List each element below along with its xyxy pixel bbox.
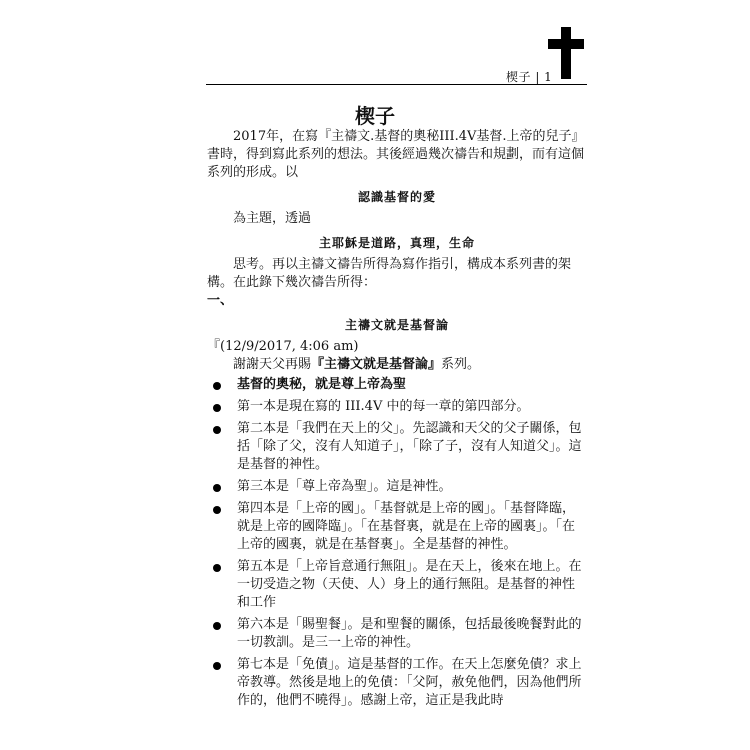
list-item-text: 基督的奧秘，就是尊上帝為聖 (237, 377, 407, 392)
way-heading: 主耶穌是道路，真理，生命 (318, 236, 475, 250)
intro-paragraph-2: 為主題，透過 (233, 211, 312, 226)
cross-vertical-bar (561, 27, 571, 79)
bullet-icon (213, 564, 221, 572)
list-item-text: 第一本是現在寫的 III.4V 中的每一章的第四部分。 (237, 399, 530, 414)
cross-horizontal-bar (548, 39, 584, 49)
thanks-prefix: 謝謝天父再賜 (233, 357, 312, 372)
list-item (207, 616, 587, 652)
thanks-series-title: 『主禱文就是基督論』 (311, 357, 442, 372)
list-item (207, 500, 587, 554)
cross-icon (548, 27, 584, 79)
bullet-icon (213, 484, 221, 492)
list-item (207, 376, 587, 394)
running-head: 楔子 | 1 (506, 70, 553, 84)
chapter-title: 楔子 (355, 104, 395, 128)
section-number: 一、 (207, 293, 234, 308)
body-text (207, 128, 587, 714)
intro-paragraph-1: 2017年，在寫『主禱文.基督的奧秘III.4V基督.上帝的兒子』書時，得到寫此系列的想法。其後經過幾次禱告和規劃，而有這個系列的形成。以 (207, 129, 585, 180)
bullet-icon (213, 506, 221, 514)
intro-paragraph-3: 思考。再以主禱文禱告所得為寫作指引，構成本系列書的架構。在此錄下幾次禱告所得： (207, 257, 572, 290)
list-item (207, 398, 587, 416)
thanks-line (207, 356, 587, 374)
list-item-text: 第五本是「上帝旨意通行無阻」。是在天上，後來在地上。在一切受造之物（天使、人）身上的通行無阻。是基督的神性和工作 (237, 559, 582, 610)
section-heading: 主禱文就是基督論 (344, 318, 449, 332)
header-rule (206, 84, 587, 85)
theme-heading: 認識基督的愛 (357, 190, 436, 204)
list-item-text: 第三本是「尊上帝為聖」。這是神性。 (237, 479, 452, 494)
list-item-text: 第四本是「上帝的國」。「基督就是上帝的國」。「基督降臨，就是上帝的國降臨」。「在基督裏，就是在上帝的國裏」。「在上帝的國裏，就是在基督裏」。全是基督的神性。 (237, 501, 576, 552)
book-list (207, 376, 587, 710)
bullet-icon (213, 426, 221, 434)
list-item (207, 558, 587, 612)
prayer-date: 『(12/9/2017, 4:06 am) (207, 339, 359, 354)
list-item (207, 420, 587, 474)
list-item-text: 第七本是「免債」。這是基督的工作。在天上怎麼免債？求上帝教導。然後是地上的免債：「父阿，赦免他們，因為他們所作的，他們不曉得」。感謝上帝，這正是我此時 (237, 657, 582, 708)
list-item-text: 第二本是「我們在天上的父」。先認識和天父的父子關係，包括「除了父，沒有人知道子」，「除了子，沒有人知道父」。這是基督的神性。 (237, 421, 582, 472)
bullet-icon (213, 662, 221, 670)
list-item (207, 478, 587, 496)
bullet-icon (213, 404, 221, 412)
bullet-icon (213, 622, 221, 630)
thanks-suffix: 系列。 (441, 357, 481, 372)
list-item (207, 656, 587, 710)
list-item-text: 第六本是「賜聖餐」。是和聖餐的關係，包括最後晚餐對此的一切教訓。是三一上帝的神性。 (237, 617, 582, 650)
bullet-icon (213, 382, 221, 390)
